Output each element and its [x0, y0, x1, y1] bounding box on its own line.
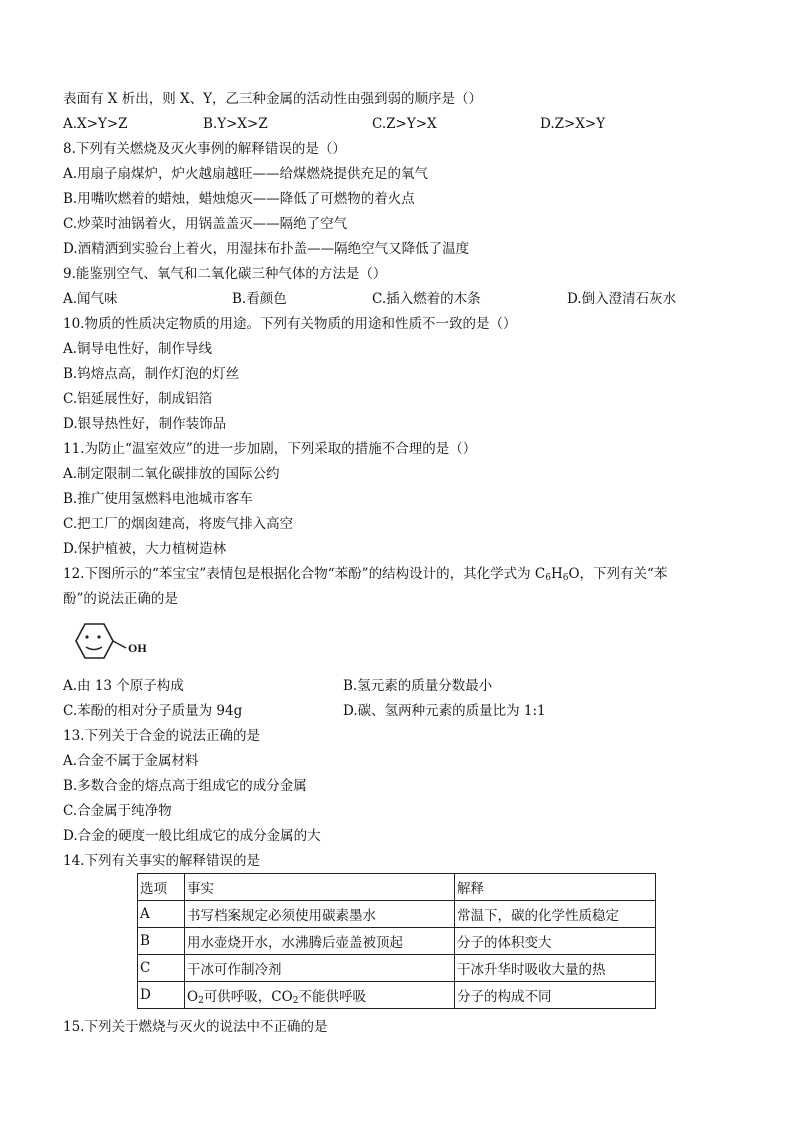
q9-option-b: B.看颜色: [232, 291, 287, 307]
row-fact: [185, 982, 455, 1009]
header-option: 选项: [138, 874, 185, 901]
q13-option-c: C.合金属于纯净物: [63, 803, 172, 819]
q10-option-c: C.铝延展性好，制成铝箔: [63, 391, 213, 407]
formula-oxygen: O: [187, 989, 199, 1005]
table-row: [138, 901, 656, 928]
q7-option-b: B.Y>X>Z: [203, 116, 268, 132]
table-row: [138, 982, 656, 1009]
q10-option-a: A.铜导电性好，制作导线: [63, 341, 213, 357]
q7-option-d: D.Z>X>Y: [540, 116, 606, 132]
face-eye-left: [85, 635, 88, 638]
row-option: A: [138, 901, 185, 928]
q12-stem-line2: 酚”的说法正确的是: [63, 591, 178, 607]
row-option: D: [138, 982, 185, 1009]
q9-option-a: A.闻气味: [63, 291, 118, 307]
formula-hydrogen: H: [550, 566, 563, 582]
q14-table: [137, 873, 656, 1009]
face-mouth: [86, 647, 102, 650]
row-fact: 干冰可作制冷剂: [185, 955, 455, 982]
q8-option-b: B.用嘴吹燃着的蜡烛，蜡烛熄灭——降低了可燃物的着火点: [63, 191, 415, 207]
q13-stem: 13.下列关于合金的说法正确的是: [63, 728, 260, 744]
row-option: B: [138, 928, 185, 955]
phenol-structure-image: [66, 617, 156, 665]
table-header-row: [138, 874, 656, 901]
row-explanation: 分子的构成不同: [455, 982, 656, 1009]
q8-option-a: A.用扇子扇煤炉，炉火越扇越旺——给煤燃烧提供充足的氧气: [63, 166, 429, 182]
q11-option-c: C.把工厂的烟囱建高，将废气排入高空: [63, 516, 294, 532]
q7-option-a: A.X>Y>Z: [63, 116, 128, 132]
formula-subscript: 6: [545, 573, 551, 583]
q11-option-d: D.保护植被，大力植树造林: [63, 541, 227, 557]
q11-stem: 11.为防止“温室效应”的进一步加剧，下列采取的措施不合理的是（）: [63, 441, 477, 457]
face-eye-right: [97, 635, 100, 638]
row-fact: 用水壶烧开水，水沸腾后壶盖被顶起: [185, 928, 455, 955]
row-fact: 书写档案规定必须使用碳素墨水: [185, 901, 455, 928]
q12-stem-text: O，下列有关“苯: [568, 566, 668, 582]
oh-label: OH: [128, 641, 147, 655]
q9-stem: 9.能鉴别空气、氧气和二氧化碳三种气体的方法是（）: [63, 266, 387, 282]
header-fact: 事实: [185, 874, 455, 901]
header-explanation: 解释: [455, 874, 656, 901]
q7-option-c: C.Z>Y>X: [372, 116, 437, 132]
q12-option-c: C.苯酚的相对分子质量为 94g: [63, 703, 243, 719]
row-explanation: 干冰升华时吸收大量的热: [455, 955, 656, 982]
q8-stem: 8.下列有关燃烧及灭火事例的解释错误的是（）: [63, 141, 346, 157]
q12-option-d: D.碳、氢两种元素的质量比为 1:1: [343, 703, 546, 719]
q8-option-d: D.酒精洒到实验台上着火，用湿抹布扑盖——隔绝空气又降低了温度: [63, 241, 470, 257]
q11-option-a: A.制定限制二氧化碳排放的国际公约: [63, 466, 280, 482]
q10-stem: 10.物质的性质决定物质的用途。下列有关物质的用途和性质不一致的是（）: [63, 316, 517, 332]
table-row: [138, 928, 656, 955]
benzene-ring: [76, 624, 113, 658]
row-explanation: 分子的体积变大: [455, 928, 656, 955]
q12-stem-line1: [63, 565, 667, 583]
fact-text: 可供呼吸，CO: [203, 989, 293, 1005]
q13-option-b: B.多数合金的熔点高于组成它的成分金属: [63, 778, 307, 794]
formula-subscript: 6: [562, 573, 569, 583]
q15-stem: 15.下列关于燃烧与灭火的说法中不正确的是: [63, 1019, 328, 1035]
table-row: [138, 955, 656, 982]
q11-option-b: B.推广使用氢燃料电池城市客车: [63, 491, 253, 507]
q12-stem-text: 12.下图所示的“苯宝宝”表情包是根据化合物“苯酚”的结构设计的，其化学式为 C: [63, 566, 546, 582]
q12-option-b: B.氢元素的质量分数最小: [343, 678, 493, 694]
q10-option-b: B.钨熔点高，制作灯泡的灯丝: [63, 366, 240, 382]
fact-text: 不能供呼吸: [298, 989, 366, 1005]
q12-option-a: A.由 13 个原子构成: [63, 678, 184, 694]
oh-bond: [113, 641, 126, 648]
row-explanation: 常温下，碳的化学性质稳定: [455, 901, 656, 928]
q9-option-d: D.倒入澄清石灰水: [567, 291, 677, 307]
q10-option-d: D.银导热性好，制作装饰品: [63, 416, 227, 432]
formula-subscript: 2: [292, 996, 299, 1006]
formula-subscript: 2: [198, 996, 204, 1006]
q7-continuation: 表面有 X 析出，则 X、Y，乙三种金属的活动性由强到弱的顺序是（）: [63, 91, 483, 107]
q13-option-d: D.合金的硬度一般比组成它的成分金属的大: [63, 828, 321, 844]
q13-option-a: A.合金不属于金属材料: [63, 753, 199, 769]
q9-option-c: C.插入燃着的木条: [372, 291, 481, 307]
q8-option-c: C.炒菜时油锅着火，用锅盖盖灭——隔绝了空气: [63, 216, 348, 232]
row-option: C: [138, 955, 185, 982]
q14-stem: 14.下列有关事实的解释错误的是: [63, 853, 260, 869]
